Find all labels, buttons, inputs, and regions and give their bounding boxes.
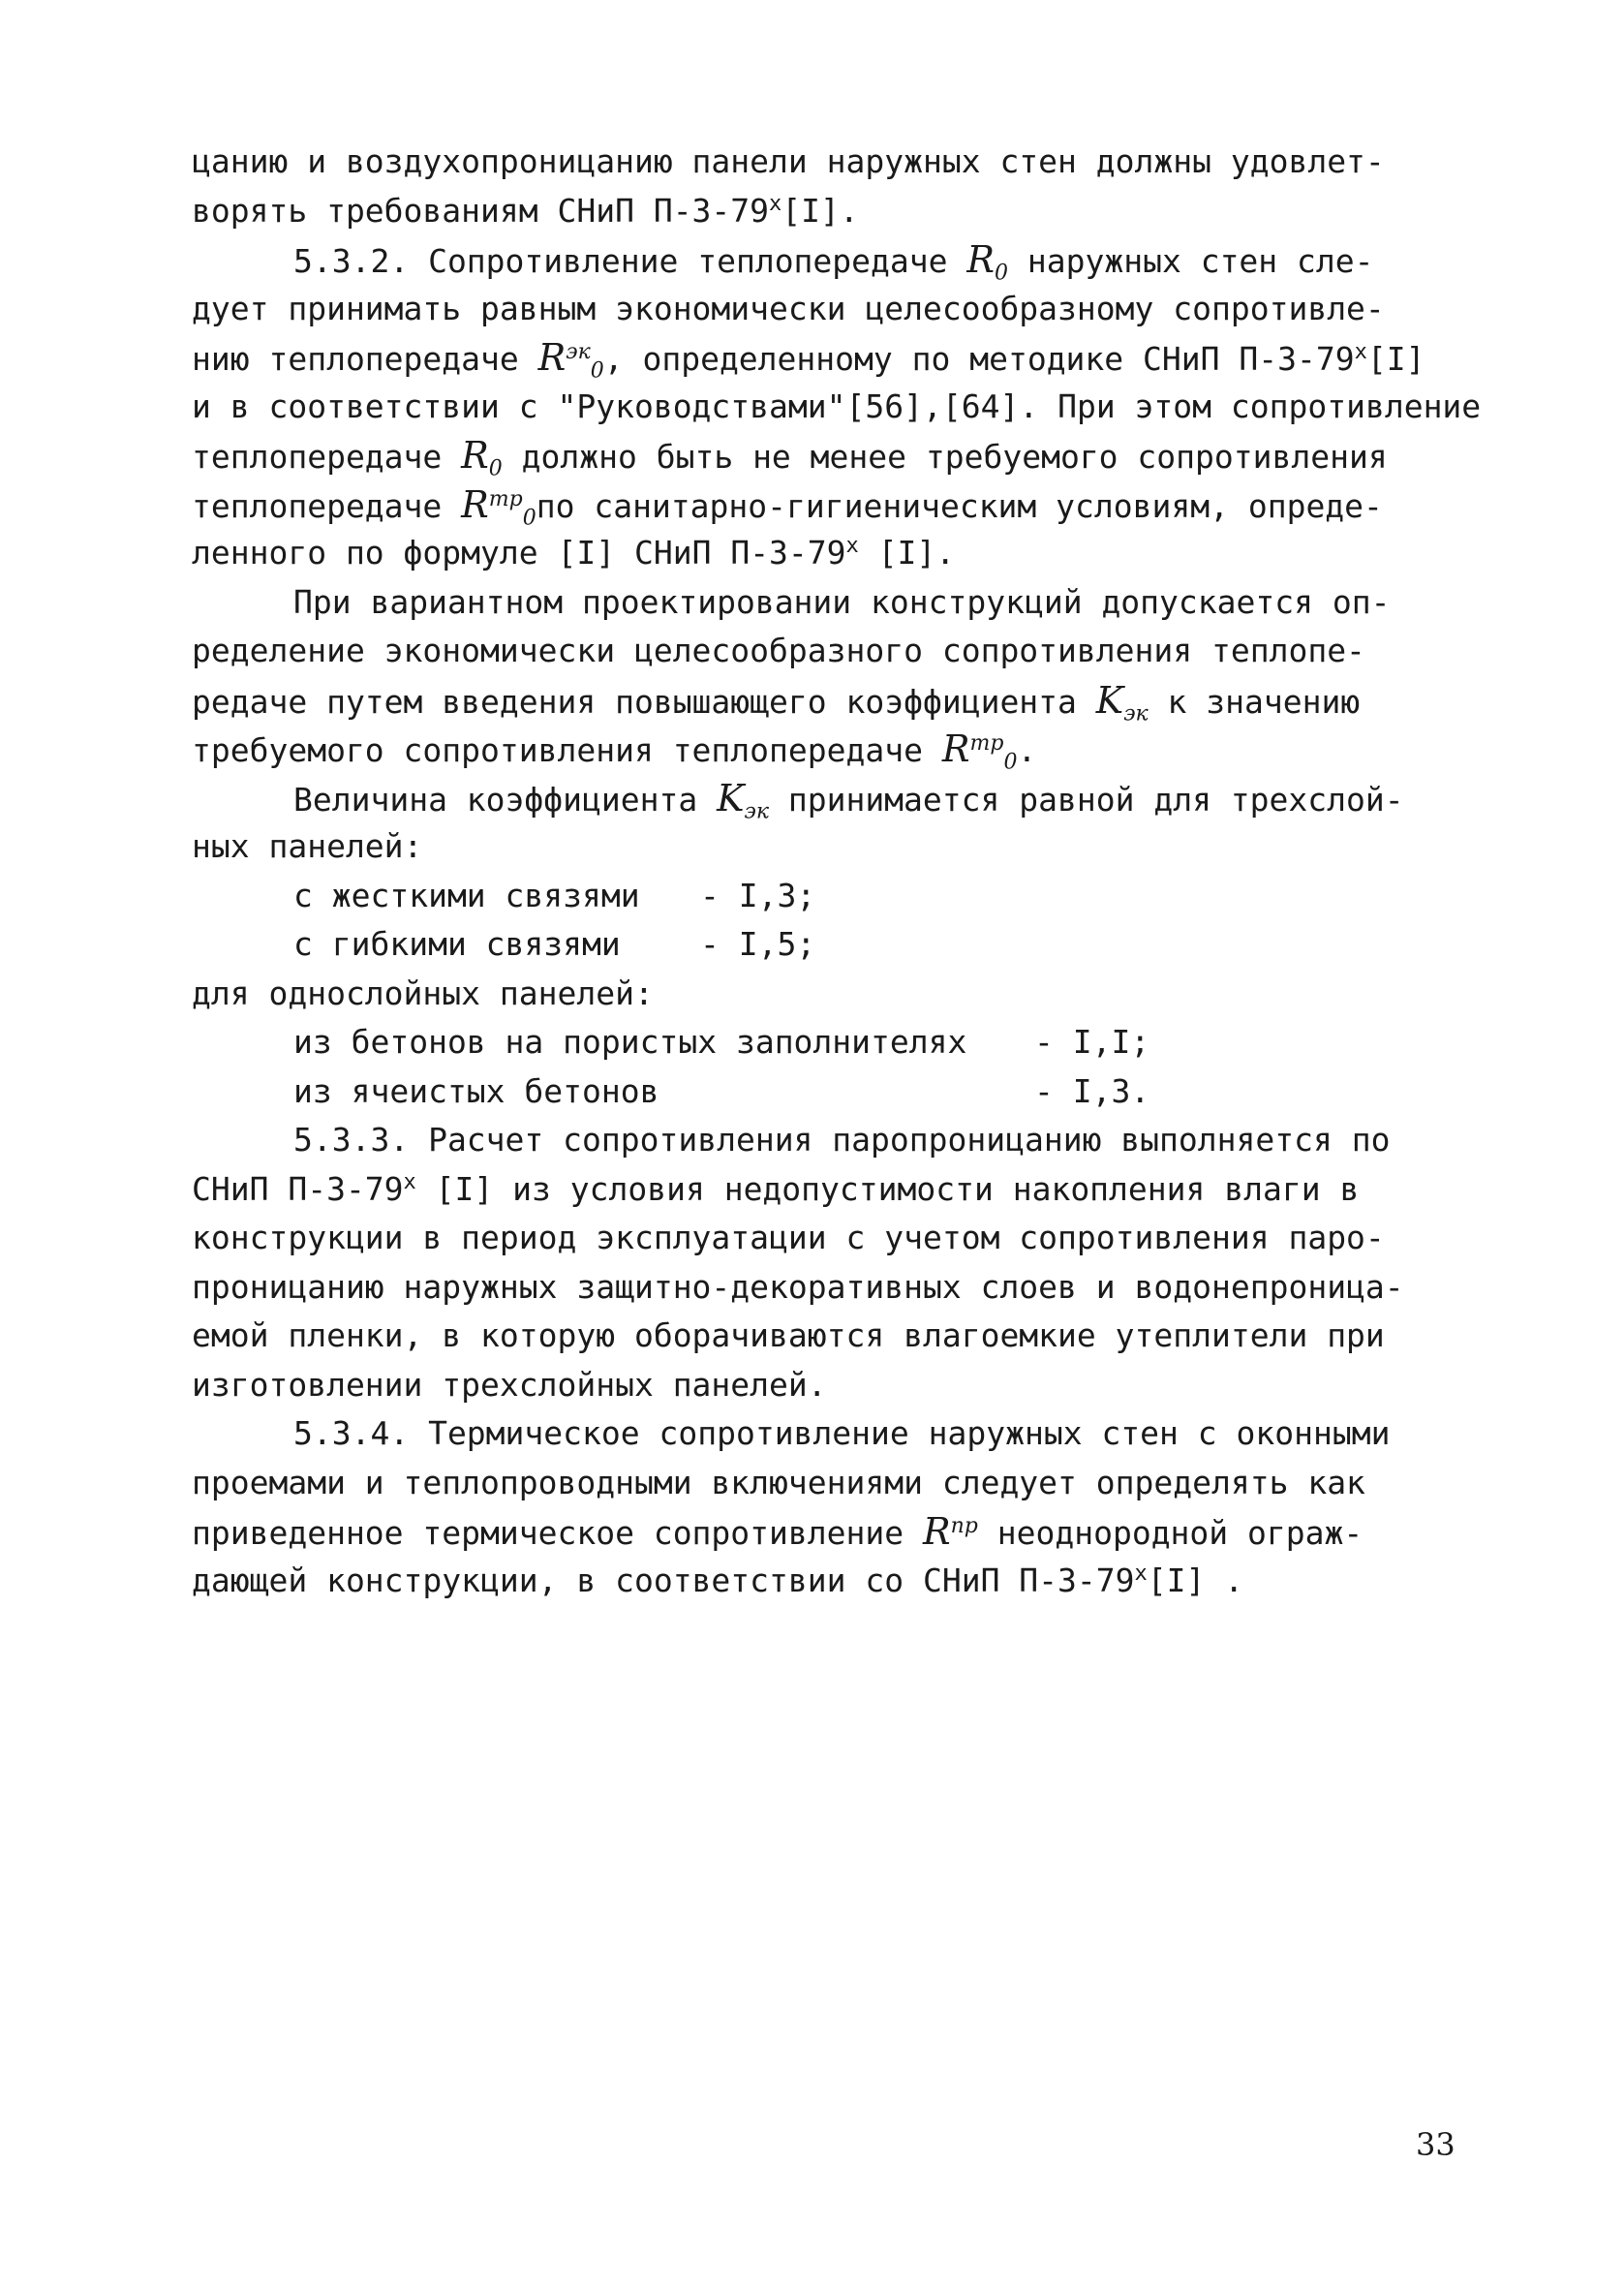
subscript: 0	[488, 456, 503, 481]
line-text: СНиП П-3-79	[633, 534, 846, 572]
line-text: теплопередаче	[192, 486, 443, 525]
text-line	[192, 1557, 1451, 1606]
line-text: теплопередаче	[192, 438, 443, 476]
superscript: пр	[950, 1514, 978, 1538]
paragraph-5-3-3-start	[192, 1116, 1451, 1165]
line-text: наружных стен сле-	[1026, 242, 1374, 280]
reference: [I].	[877, 534, 956, 572]
list-label: с жесткими связями	[293, 876, 640, 914]
list-item	[192, 1018, 1451, 1067]
line-text: проемами и теплопроводными включениями следует определять как	[192, 1463, 1365, 1501]
subscript: 0	[590, 358, 604, 384]
subscript: эк	[1123, 701, 1149, 727]
paragraph-start	[192, 578, 1451, 628]
text-line	[192, 1214, 1451, 1263]
list-value: - I,5;	[700, 925, 816, 963]
text-line	[192, 970, 1451, 1019]
superscript-x: x	[769, 191, 782, 216]
line-text: 5.3.2. Сопротивление теплопередаче	[293, 242, 948, 280]
line-text: емой пленки, в которую оборачиваются влагоемкие утеплители при	[192, 1316, 1385, 1354]
text-line	[192, 1361, 1451, 1410]
line-text: ленного по формуле	[192, 534, 538, 572]
reference: [I]	[1366, 340, 1425, 378]
subscript: 0	[522, 506, 536, 531]
text-line	[192, 1312, 1451, 1361]
superscript-x: x	[845, 534, 859, 558]
line-text: , определенному по методике СНиП П-3-79	[603, 340, 1355, 378]
text-line	[192, 822, 1451, 872]
line-text: из условия недопустимости накопления влаги в	[512, 1169, 1360, 1208]
superscript: эк	[566, 340, 591, 364]
line-text: нию теплопередаче	[192, 340, 519, 378]
symbol-r: R	[941, 727, 970, 770]
text-line	[192, 285, 1451, 334]
text-line	[192, 187, 1451, 236]
text-line	[192, 1165, 1451, 1215]
subscript: 0	[1003, 750, 1018, 775]
line-text: СНиП П-3-79	[192, 1169, 404, 1208]
text-line	[192, 1263, 1451, 1313]
subscript: эк	[744, 799, 769, 824]
text-line	[192, 1459, 1451, 1508]
line-text: 5.3.4. Термическое сопротивление наружных стен с оконными	[293, 1414, 1391, 1452]
superscript: тр	[488, 486, 523, 511]
line-text: требуемого сопротивления теплопередаче	[192, 731, 923, 769]
subscript: 0	[995, 261, 1009, 286]
list-label: из бетонов на пористых заполнителях	[293, 1023, 967, 1061]
line-text: и в соответствии с "Руководствами"	[192, 386, 846, 425]
line-text: изготовлении трехслойных панелей.	[192, 1365, 827, 1404]
punctuation: .	[1017, 731, 1037, 769]
line-text: дающей конструкции, в соответствии со СНиП П-3-79	[192, 1561, 1135, 1599]
symbol-r: R	[461, 434, 489, 477]
symbol-r: R	[537, 336, 567, 379]
symbol-r: R	[461, 482, 489, 526]
list-item	[192, 920, 1451, 970]
line-text: проницанию наружных защитно-декоративных слоев и водонепроница-	[192, 1267, 1404, 1306]
text-line	[192, 138, 1451, 187]
superscript: тр	[969, 731, 1004, 756]
line-text: цанию и воздухопроницанию панели наружных стен должны удовлет-	[192, 142, 1385, 180]
line-text: конструкции в период эксплуатации с учетом сопротивления паро-	[192, 1219, 1385, 1256]
text-line	[192, 480, 1451, 530]
paragraph-5-3-4-start	[192, 1409, 1451, 1459]
superscript-x: x	[403, 1169, 416, 1194]
line-text: При этом сопротивление	[1057, 386, 1482, 425]
text-line	[192, 676, 1451, 726]
text-line	[192, 431, 1451, 480]
line-text: ных панелей:	[192, 827, 423, 865]
line-text: для однослойных панелей:	[192, 974, 654, 1012]
line-text: редаче путем введения повышающего коэффициента	[192, 682, 1077, 721]
superscript-x: x	[1134, 1561, 1148, 1586]
line-text: дует принимать равным экономически целесообразному сопротивле-	[192, 289, 1385, 327]
text-line	[192, 383, 1482, 432]
list-value: - I,I;	[1034, 1023, 1150, 1061]
list-item	[192, 1067, 1451, 1117]
body-text	[192, 138, 1482, 1605]
text-line	[192, 1507, 1451, 1557]
superscript-x: x	[1354, 340, 1367, 364]
list-item	[192, 872, 1451, 921]
line-text: При вариантном проектировании конструкций допускается оп-	[293, 582, 1391, 621]
list-value: - I,3.	[1034, 1071, 1150, 1110]
symbol-k: K	[1095, 678, 1124, 722]
line-text: неоднородной ограж-	[996, 1514, 1364, 1552]
reference: [I]	[557, 534, 616, 572]
symbol-k: K	[717, 776, 745, 819]
line-text: Величина коэффициента	[293, 780, 698, 819]
text-line	[192, 725, 1451, 774]
symbol-r: R	[922, 1510, 951, 1553]
reference: [I]	[435, 1169, 494, 1208]
text-line	[192, 333, 1451, 383]
text-line	[192, 627, 1451, 676]
line-text: к значению	[1167, 682, 1361, 721]
list-label: с гибкими связями	[293, 925, 621, 963]
line-text: должно быть не менее требуемого сопротивления	[521, 438, 1388, 476]
line-text: ределение экономически целесообразного сопротивления теплопе-	[192, 632, 1365, 669]
list-value: - I,3;	[700, 876, 816, 914]
symbol-r: R	[966, 238, 996, 281]
line-text: ворять требованиям СНиП П-3-79	[192, 191, 770, 230]
paragraph-start	[192, 774, 1451, 823]
list-label: из ячеистых бетонов	[293, 1071, 659, 1110]
line-text: 5.3.3. Расчет сопротивления паропроницанию выполняется по	[293, 1121, 1391, 1159]
reference: [I].	[781, 191, 859, 230]
text-line	[192, 529, 1451, 578]
line-text: приведенное термическое сопротивление	[192, 1514, 904, 1552]
reference: [56],[64].	[845, 386, 1039, 425]
reference: [I] .	[1147, 1561, 1244, 1599]
paragraph-5-3-2-start	[192, 235, 1451, 285]
page-number: 33	[1416, 2126, 1455, 2163]
line-text: принимается равной для трехслой-	[787, 780, 1404, 819]
line-text: по санитарно-гигиеническим условиям, опреде-	[536, 486, 1383, 525]
